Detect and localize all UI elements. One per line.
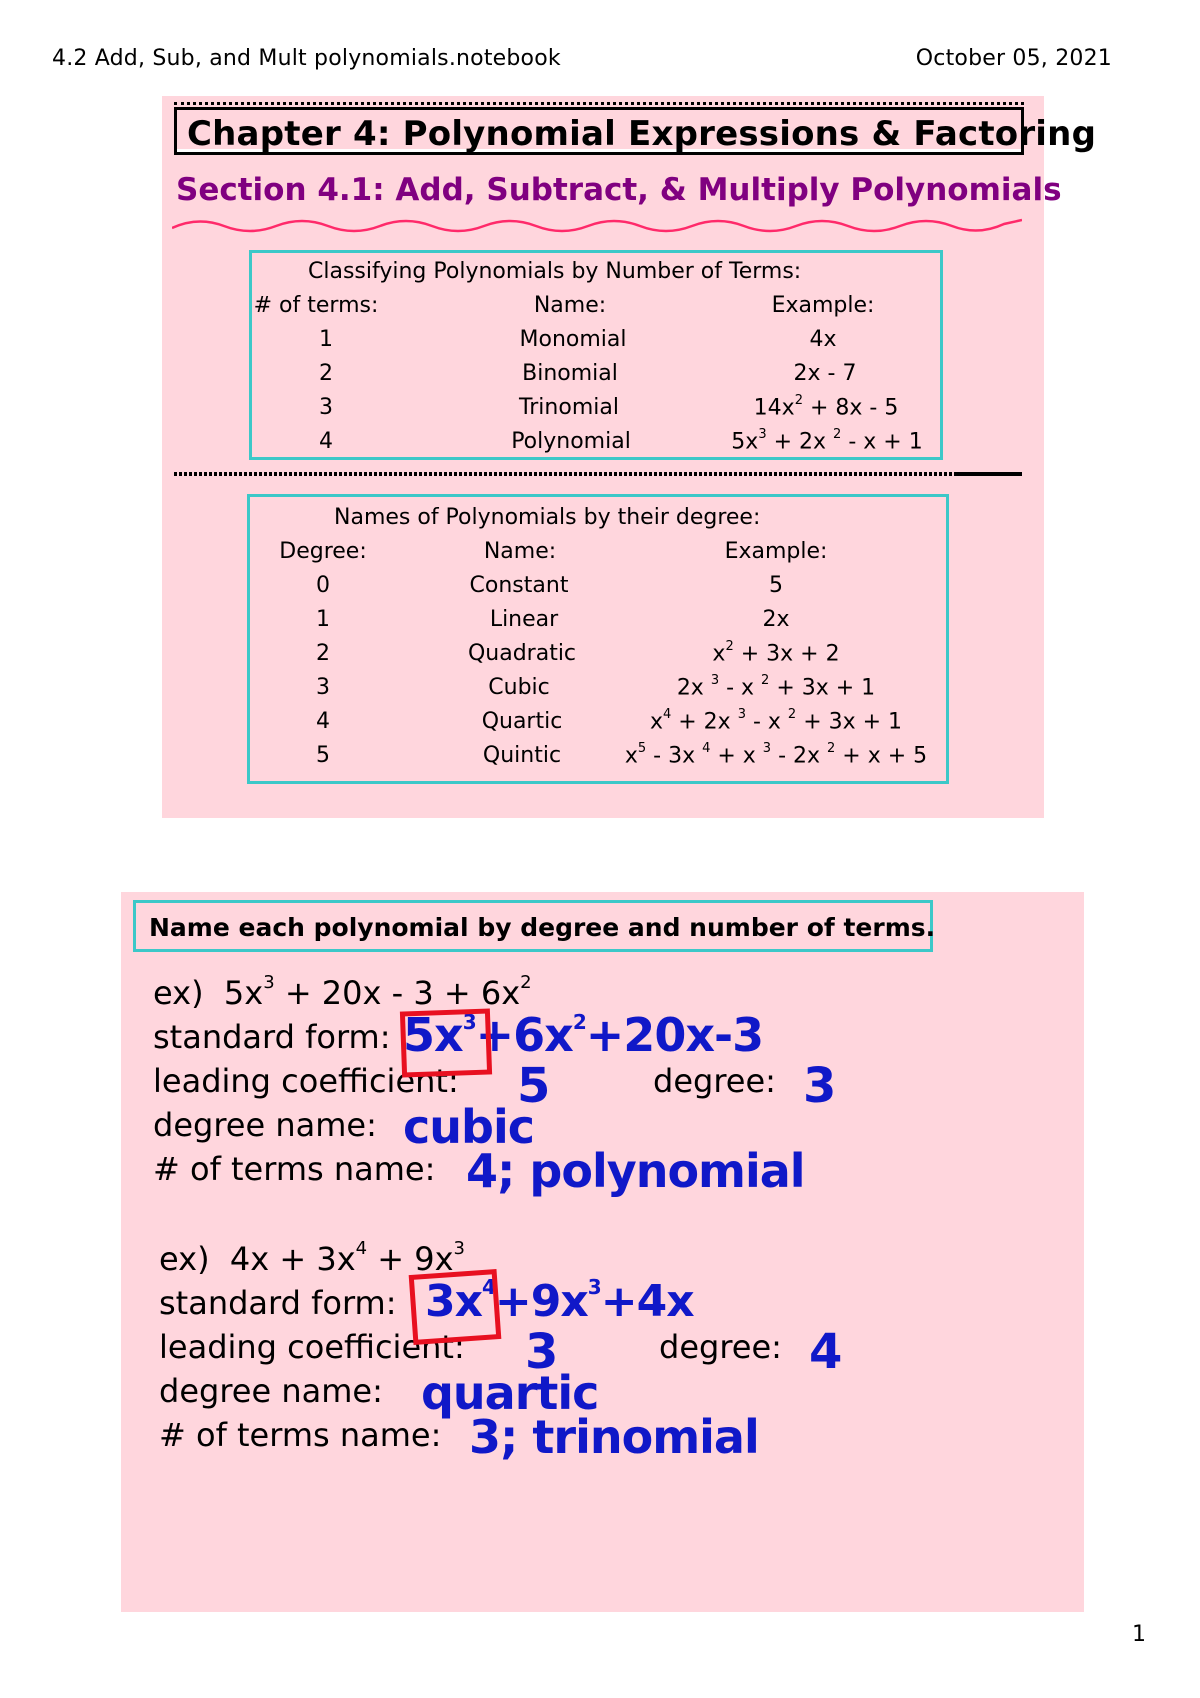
example2-degree-label: degree: bbox=[659, 1328, 782, 1366]
example2-terms-name-label: # of terms name: bbox=[159, 1416, 442, 1454]
degree-row-name: Linear bbox=[489, 607, 559, 632]
terms-row-name: Monomial bbox=[519, 327, 627, 352]
degree-header-name: Name: bbox=[483, 539, 557, 564]
degree-header-degree: Degree: bbox=[279, 539, 367, 564]
chapter-title: Chapter 4: Polynomial Expressions & Factoring bbox=[187, 114, 1097, 154]
terms-row-example: $14x^2 + 8x - 5$ bbox=[753, 393, 899, 421]
leading-term-highlight bbox=[400, 1008, 492, 1077]
degree-row-example: $x^4 + 2x$ $^3$ - x $^2$ + 3x + 1 bbox=[649, 707, 903, 735]
example2-degree-answer: 4 bbox=[809, 1324, 842, 1380]
example2-degree-name-label: degree name: bbox=[159, 1372, 383, 1410]
slide-examples bbox=[121, 892, 1084, 1612]
terms-table-caption: Classifying Polynomials by Number of Terms: bbox=[308, 259, 802, 284]
terms-row-count: 1 bbox=[319, 327, 333, 352]
example1-standard-form-answer: $5x^3+6x^2+20x-3$ bbox=[403, 1008, 764, 1062]
example1-degree-name-answer: cubic bbox=[403, 1100, 534, 1154]
leading-term-highlight bbox=[409, 1269, 502, 1345]
degree-row-name: Constant bbox=[469, 573, 569, 598]
example2-standard-form-answer: $3x^4+9x^3+4x$ bbox=[425, 1275, 694, 1327]
degree-row-example: $x^5 - 3x$ $^4$ + x $^3$ - 2x $^2$ + x + 5 bbox=[624, 741, 928, 769]
degree-row-name: Quintic bbox=[482, 743, 562, 768]
example1-degree-answer: 3 bbox=[803, 1058, 836, 1114]
degree-table-caption: Names of Polynomials by their degree: bbox=[334, 505, 761, 530]
example2-terms-name-answer: 3; trinomial bbox=[469, 1410, 759, 1464]
degree-row-example: 5 bbox=[769, 573, 783, 598]
example2-degree-name-answer: quartic bbox=[421, 1366, 599, 1420]
terms-row-name: Binomial bbox=[522, 361, 618, 386]
example2-leading-coefficient-label: leading coefficient: bbox=[159, 1328, 465, 1366]
wavy-underline bbox=[172, 214, 1022, 236]
example1-expression: ex) $5x^3 + 20x - 3 + 6x^2$ bbox=[153, 972, 532, 1012]
degree-row-n: 5 bbox=[316, 743, 330, 768]
example1-standard-form-label: standard form: bbox=[153, 1018, 391, 1056]
degree-table bbox=[247, 494, 949, 784]
divider-line bbox=[174, 472, 1022, 476]
example1-terms-name-answer: 4; polynomial bbox=[466, 1144, 805, 1198]
example1-degree-label: degree: bbox=[653, 1062, 776, 1100]
terms-row-example: 4x bbox=[809, 327, 837, 352]
example2-expression: ex) $4x + 3x^4 + 9x^3$ bbox=[159, 1238, 465, 1278]
example1-leading-coefficient-label: leading coefficient: bbox=[153, 1062, 459, 1100]
terms-table bbox=[249, 250, 943, 460]
terms-header-count: # of terms: bbox=[253, 293, 379, 318]
degree-row-example: $x^2 + 3x + 2$ bbox=[712, 639, 840, 667]
degree-row-n: 4 bbox=[316, 709, 330, 734]
instruction-text: Name each polynomial by degree and number of terms. bbox=[149, 913, 936, 942]
notebook-title: 4.2 Add, Sub, and Mult polynomials.notebook bbox=[52, 46, 561, 71]
degree-row-name: Quadratic bbox=[467, 641, 577, 666]
terms-row-count: 3 bbox=[319, 395, 333, 420]
slide-classification bbox=[162, 96, 1097, 818]
terms-row-name: Polynomial bbox=[511, 429, 631, 454]
degree-row-n: 1 bbox=[316, 607, 330, 632]
degree-header-example: Example: bbox=[724, 539, 828, 564]
terms-row-count: 2 bbox=[319, 361, 333, 386]
notebook-date: October 05, 2021 bbox=[915, 46, 1112, 71]
example1-terms-name-label: # of terms name: bbox=[153, 1150, 436, 1188]
example1-degree-name-label: degree name: bbox=[153, 1106, 377, 1144]
instruction-box bbox=[133, 900, 936, 952]
degree-row-example: 2x $^3$ - x $^2$ + 3x + 1 bbox=[676, 673, 876, 701]
example1-leading-coefficient-answer: 5 bbox=[517, 1058, 550, 1114]
degree-row-name: Cubic bbox=[488, 675, 550, 700]
example2-leading-coefficient-answer: 3 bbox=[525, 1324, 558, 1380]
degree-row-n: 3 bbox=[316, 675, 330, 700]
section-title: Section 4.1: Add, Subtract, & Multiply Polynomials bbox=[176, 172, 1062, 208]
degree-row-name: Quartic bbox=[481, 709, 563, 734]
degree-row-n: 2 bbox=[316, 641, 330, 666]
degree-row-example: 2x bbox=[762, 607, 790, 632]
terms-row-name: Trinomial bbox=[519, 395, 619, 420]
page-number: 1 bbox=[1132, 1622, 1146, 1647]
degree-row-n: 0 bbox=[316, 573, 330, 598]
terms-row-count: 4 bbox=[319, 429, 333, 454]
chapter-title-box bbox=[174, 107, 1097, 155]
terms-row-example: $5x^3 + 2x$ $^2$ - x + 1 bbox=[731, 427, 923, 455]
terms-row-example: 2x - 7 bbox=[793, 361, 857, 386]
example2-standard-form-label: standard form: bbox=[159, 1284, 397, 1322]
terms-header-name: Name: bbox=[533, 293, 607, 318]
terms-header-example: Example: bbox=[771, 293, 875, 318]
